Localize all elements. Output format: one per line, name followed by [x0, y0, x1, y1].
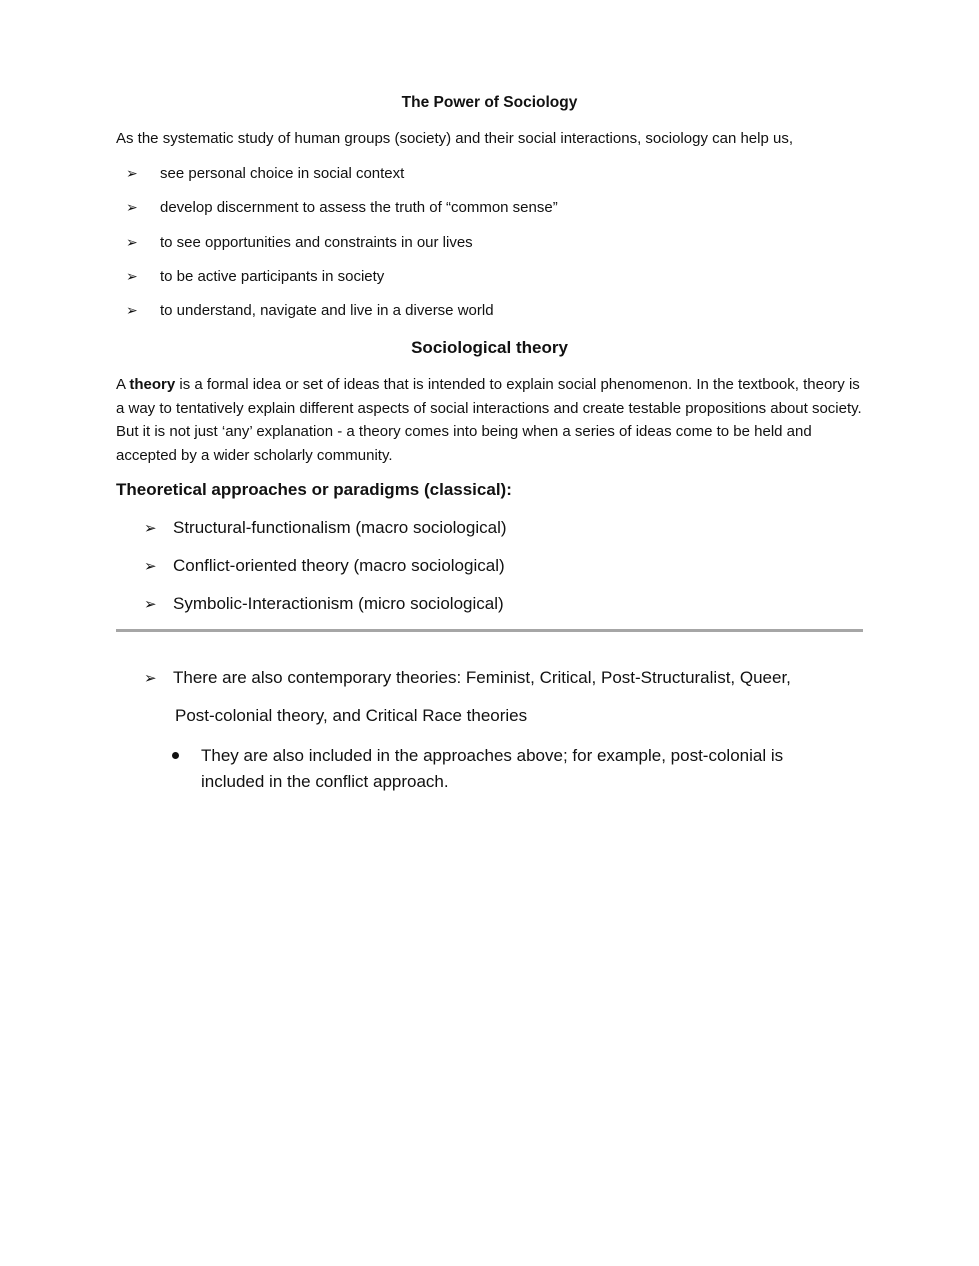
arrow-bullet-icon: ➢ — [126, 200, 138, 217]
dot-bullet-icon — [172, 752, 179, 759]
arrow-bullet-icon: ➢ — [144, 519, 157, 537]
list-item-text: to be active participants in society — [160, 267, 385, 285]
arrow-bullet-icon: ➢ — [126, 166, 138, 182]
list-item — [116, 164, 856, 198]
list-item — [116, 517, 856, 555]
horizontal-divider — [116, 629, 863, 632]
list-item-text: Symbolic-Interactionism (micro sociological) — [173, 594, 504, 613]
list-item-text: develop discernment to assess the truth of “common sense” — [160, 199, 558, 217]
list-item — [116, 555, 856, 593]
list-item — [116, 593, 856, 631]
theory-prefix: A — [116, 376, 130, 393]
list-item — [116, 301, 856, 335]
theory-paragraph — [116, 373, 866, 467]
list-item-text: to understand, navigate and live in a diverse world — [160, 302, 494, 320]
list-item-text: to see opportunities and constraints in our lives — [160, 233, 473, 251]
contemporary-line-2: Post-colonial theory, and Critical Race theories — [175, 706, 528, 725]
arrow-bullet-icon: ➢ — [126, 234, 138, 251]
list-item-text: see personal choice in social context — [160, 165, 405, 182]
theory-term: theory — [129, 376, 176, 393]
list-item-text: Conflict-oriented theory (macro sociological) — [173, 556, 505, 575]
section-heading-theory: Sociological theory — [411, 338, 568, 357]
approaches-list — [116, 517, 856, 631]
list-item — [116, 233, 856, 267]
theory-body: is a formal idea or set of ideas that is intended to explain social phenomenon. In the textbook, theory is a way to tentatively explain different aspects of social interactions and create testable propositions about society. But it is not just ‘any’ explanation - a theory comes into being when a series of ideas come to be held and accepted by a wider scholarly community. — [116, 376, 862, 464]
sub-list-item-text: They are also included in the approaches above; for example, post-colonial is included in the conflict approach. — [201, 746, 784, 791]
list-item — [116, 267, 856, 301]
arrow-bullet-icon: ➢ — [126, 303, 138, 320]
arrow-bullet-icon: ➢ — [144, 557, 157, 575]
arrow-bullet-icon: ➢ — [144, 595, 157, 613]
benefits-list — [116, 164, 856, 335]
list-item — [116, 198, 856, 232]
intro-paragraph: As the systematic study of human groups (society) and their social interactions, sociology can help us, — [116, 130, 793, 147]
list-item-text: Structural-functionalism (macro sociological) — [173, 518, 507, 537]
section-heading-approaches: Theoretical approaches or paradigms (classical): — [116, 480, 512, 499]
arrow-bullet-icon: ➢ — [144, 669, 157, 687]
arrow-bullet-icon: ➢ — [126, 268, 138, 285]
contemporary-line-1: There are also contemporary theories: Feminist, Critical, Post-Structuralist, Queer, — [173, 668, 791, 687]
page-title: The Power of Sociology — [401, 94, 578, 111]
